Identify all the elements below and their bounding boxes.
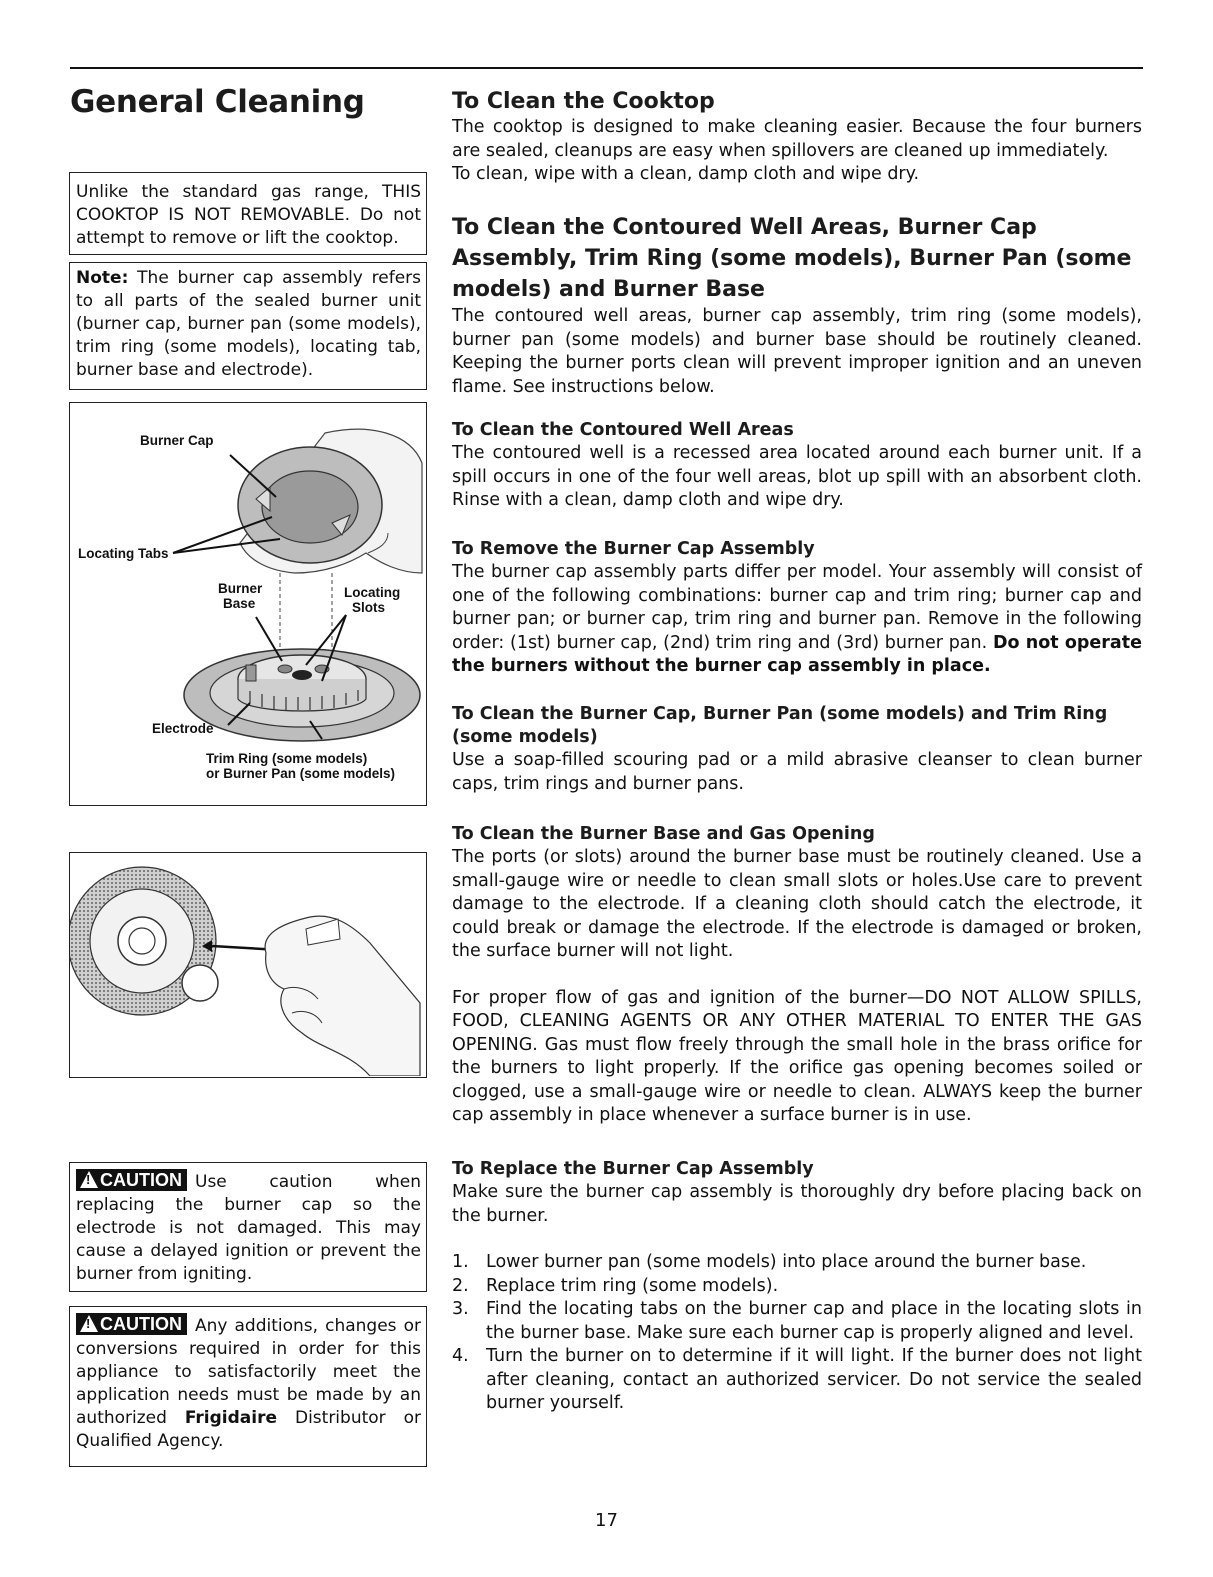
replace-text: Make sure the burner cap assembly is thoroughly dry before placing back on the burner. [452,1182,1142,1226]
remove-warning: Do not operate the burners without the burner cap assembly in place. [452,632,1142,676]
list-item: 2. Replace trim ring (some models). [452,1275,779,1296]
heading-well-areas: To Clean the Contoured Well Areas [452,420,794,440]
caution-conversion-text: Any additions, changes or conversions required in order for this appliance to satisfactorily meet the application needs must be made by an authorized [76,1316,421,1428]
caution-conversion-text-end: Distributor or Qualified Agency. [76,1408,422,1451]
heading-burner-base: To Clean the Burner Base and Gas Opening [452,824,875,844]
label-locating-slots-line1: Locating [344,585,401,600]
label-trim-ring-line2: or Burner Pan (some models) [206,766,396,781]
cooktop-text-2: To clean, wipe with a clean, damp cloth and wipe dry. [452,164,920,184]
burner-assembly-figure [69,402,427,806]
removal-notice-box [69,172,427,255]
caution-badge: !CAUTION [76,1313,187,1335]
cooktop-text: The cooktop is designed to make cleaning easier. Because the four burners are sealed, cleanups are easy when spillovers are cleaned up immediately. [452,117,1142,161]
section-well-areas [452,419,1142,513]
list-item: 3. Find the locating tabs on the burner cap and place in the locating slots in the burner base. Make sure each burner cap is properly aligned and level. [452,1299,1142,1343]
label-electrode: Electrode [152,721,214,736]
heading-contoured-areas: To Clean the Contoured Well Areas, Burner Cap Assembly, Trim Ring (some models), Burner Pan (some models) and Burner Base [452,215,1132,302]
section-clean-cooktop [452,88,1142,187]
note-label: Note: [76,268,129,288]
well-text: The contoured well is a recessed area located around each burner unit. If a spill occurs in one of the four well areas, blot up spill with an absorbent cloth. Rinse with a clean, damp cloth and wipe dry. [452,443,1142,510]
heading-clean-cooktop: To Clean the Cooktop [452,89,715,114]
base-text-2: For proper flow of gas and ignition of the burner—DO NOT ALLOW SPILLS, FOOD, CLEANING AGENTS OR ANY OTHER MATERIAL TO ENTER THE GAS OPENING. Gas must flow freely through the small hole in the brass orifice for the burners to light properly. If the orifice gas opening becomes soiled or clogged, use a small-gauge wire or needle to clean. ALWAYS keep the burner cap assembly in place whenever a surface burner is in use. [452,987,1142,1125]
remove-text: The burner cap assembly parts differ per model. Your assembly will consist of one of the following combinations: burner cap and trim ring; burner cap and burner pan; or burner cap, trim ring and burner pan. Remove in the following order: (1st) burner cap, (2nd) trim ring and (3rd) burner pan. Do not operate the burners without the burner cap assembly in place. [452,562,1142,676]
label-locating-slots-line2: Slots [352,600,386,615]
heading-remove-cap: To Remove the Burner Cap Assembly [452,539,815,559]
label-trim-ring-line1: Trim Ring (some models) [206,751,368,766]
section-replace-cap [452,1158,1142,1416]
list-item: 4. Turn the burner on to determine if it will light. If the burner does not light after cleaning, contact an authorized servicer. Do not service the sealed burner yourself. [452,1346,1142,1413]
section-burner-base [452,823,1142,1128]
label-burner-base-line2: Base [223,596,256,611]
section-contoured-areas [452,212,1142,399]
base-text: The ports (or slots) around the burner base must be routinely cleaned. Use a small-gauge wire or needle to clean small slots or holes.Use care to prevent damage to the electrode. If a cleaning cloth should catch the electrode, it could break or damage the electrode. If the electrode is damaged or broken, the surface burner will not light. [452,847,1142,961]
warning-triangle-icon [80,1171,98,1188]
cleaning-ports-illustration [70,853,425,1076]
section-remove-cap [452,538,1142,679]
page-title: General Cleaning [70,84,365,120]
caution-electrode-text: Use caution when replacing the burner cap so the electrode is not damaged. This may cause a delayed ignition or prevent the burner from igniting. [76,1172,421,1284]
removal-notice-text: Unlike the standard gas range, THIS COOKTOP IS NOT REMOVABLE. Do not attempt to remove or lift the cooktop. [76,182,421,248]
cleaning-ports-figure [69,852,427,1078]
list-item: 1. Lower burner pan (some models) into place around the burner base. [452,1252,1087,1272]
caution-badge: !CAUTION [76,1169,187,1191]
label-locating-tabs: Locating Tabs [78,546,169,561]
cap-text: Use a soap-filled scouring pad or a mild abrasive cleanser to clean burner caps, trim rings and burner pans. [452,750,1142,794]
note-box [69,262,427,390]
top-rule [70,67,1143,69]
page-number: 17 [595,1510,618,1531]
label-burner-base-line1: Burner [218,581,263,596]
section-clean-cap [452,703,1142,796]
caution-conversion-box [69,1306,427,1467]
brand-name: Frigidaire [184,1408,278,1428]
warning-triangle-icon [80,1315,98,1332]
replace-steps-list [452,1251,1142,1416]
heading-clean-cap: To Clean the Burner Cap, Burner Pan (some models) and Trim Ring (some models) [452,704,1108,747]
note-text: The burner cap assembly refers to all parts of the sealed burner unit (burner cap, burner pan (some models), trim ring (some models), locating tab, burner base and electrode). [76,268,422,380]
heading-replace-cap: To Replace the Burner Cap Assembly [452,1159,814,1179]
caution-electrode-box [69,1162,427,1292]
label-burner-cap: Burner Cap [140,433,214,448]
contoured-text: The contoured well areas, burner cap assembly, trim ring (some models), burner pan (some models) and burner base should be routinely cleaned. Keeping the burner ports clean will prevent improper ignition and an uneven flame. See instructions below. [452,306,1142,397]
